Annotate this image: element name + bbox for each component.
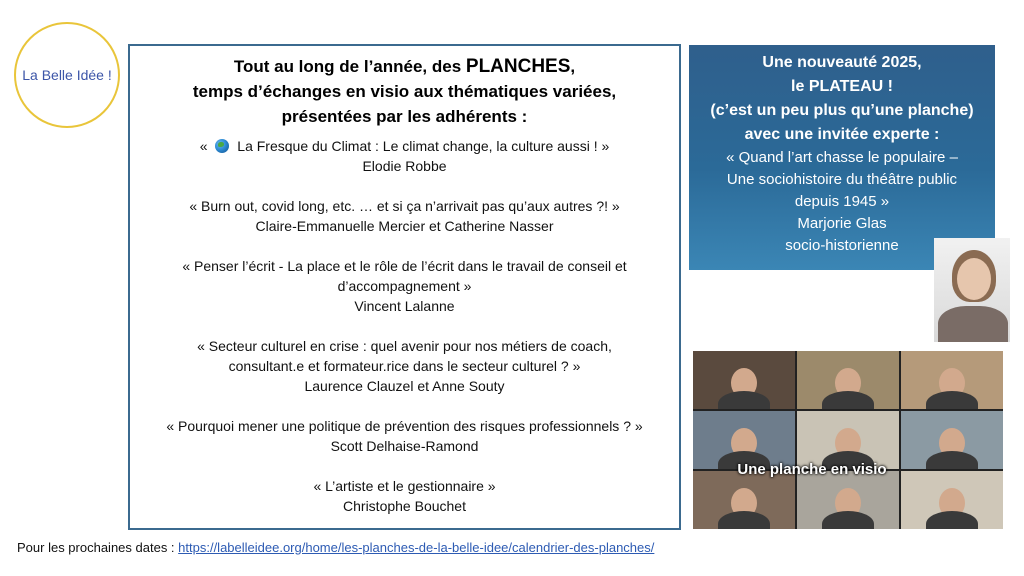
globe-icon [215, 139, 229, 153]
plateau-highlight-box [689, 45, 995, 270]
entry-speaker: Christophe Bouchet [343, 498, 466, 514]
title-line-3: présentées par les adhérents : [281, 107, 528, 126]
entry-topic-cont: d’accompagnement » [337, 278, 472, 294]
planches-list [130, 136, 679, 516]
program-title [130, 54, 679, 129]
highlight-line-4: avec une invitée experte : [744, 126, 940, 143]
highlight-speaker-role: socio-historienne [785, 237, 899, 254]
entry-topic: « Burn out, covid long, etc. … et si ça n’arrivait pas qu’aux autres ?! » [189, 198, 620, 214]
entry-topic: « Pourquoi mener une politique de prévention des risques professionnels ? » [166, 418, 643, 434]
entry-speaker: Laurence Clauzel et Anne Souty [304, 378, 505, 394]
entry-topic: « Secteur culturel en crise : quel avenir pour nos métiers de coach, [197, 338, 612, 354]
highlight-line-1: Une nouveauté 2025, [762, 54, 922, 71]
guest-portrait-photo [934, 238, 1010, 342]
entry-speaker: Claire-Emmanuelle Mercier et Catherine Nasser [255, 218, 554, 234]
entry-speaker: Scott Delhaise-Ramond [330, 438, 479, 454]
calendar-link[interactable]: https://labelleidee.org/home/les-planches-de-la-belle-idee/calendrier-des-planches/ [178, 540, 655, 555]
video-call-photo [693, 351, 1003, 529]
entry-speaker: Vincent Lalanne [354, 298, 455, 314]
highlight-line-3: (c’est un peu plus qu’une planche) [710, 102, 974, 119]
video-tile [693, 471, 795, 529]
planches-program-box [128, 44, 681, 530]
highlight-line-6: Une sociohistoire du théâtre public [726, 171, 958, 188]
video-tile [693, 351, 795, 409]
list-item [130, 196, 679, 236]
list-item [130, 136, 679, 176]
footer [17, 540, 654, 555]
entry-topic: « L’artiste et le gestionnaire » [313, 478, 496, 494]
highlight-line-5: « Quand l’art chasse le populaire – [726, 149, 958, 166]
logo-text: La Belle Idée ! [22, 67, 112, 83]
list-item [130, 336, 679, 396]
highlight-line-2: le PLATEAU ! [791, 78, 893, 95]
footer-label: Pour les prochaines dates : [17, 540, 179, 555]
video-tile [901, 471, 1003, 529]
list-item [130, 256, 679, 316]
video-tile [797, 351, 899, 409]
video-caption: Une planche en visio [737, 461, 887, 478]
title-emphasis: PLANCHES [465, 56, 571, 77]
logo [14, 22, 120, 128]
video-tile [901, 351, 1003, 409]
entry-speaker: Elodie Robbe [362, 158, 447, 174]
title-line-1: Tout au long de l’année, des PLANCHES, [233, 56, 576, 77]
entry-topic-cont: consultant.e et formateur.rice dans le secteur culturel ? » [228, 358, 581, 374]
entry-topic: « Penser l’écrit - La place et le rôle de l’écrit dans le travail de conseil et [182, 258, 627, 274]
highlight-line-7: depuis 1945 » [794, 193, 890, 210]
list-item [130, 476, 679, 516]
video-tile [797, 471, 899, 529]
title-line-2: temps d’échanges en visio aux thématiques variées, [192, 82, 617, 101]
highlight-speaker: Marjorie Glas [797, 215, 887, 232]
list-item [130, 416, 679, 456]
entry-topic: « La Fresque du Climat : Le climat change, la culture aussi ! » [199, 138, 610, 154]
